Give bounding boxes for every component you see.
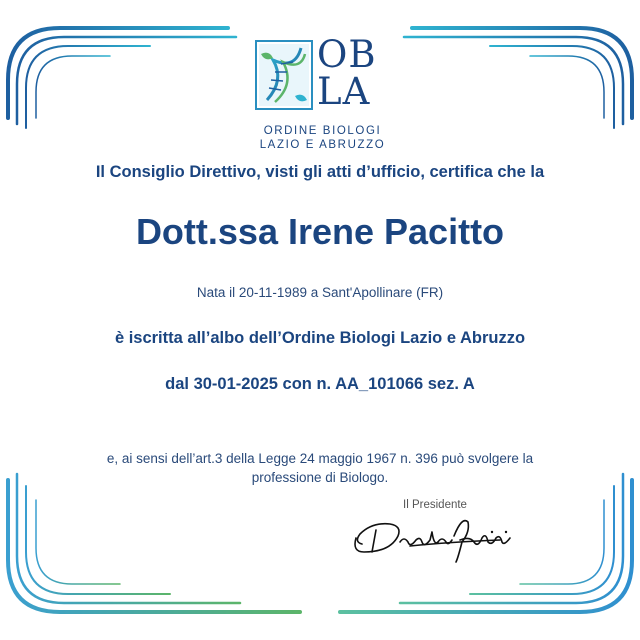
intro-text: Il Consiglio Direttivo, visti gli atti d’ufficio, certifica che la — [95, 163, 545, 181]
recipient-name: Dott.ssa Irene Pacitto — [135, 211, 505, 252]
frame-corner-top-right — [404, 6, 640, 128]
law-text-line1: e, ai sensi dell’art.3 della Legge 24 maggio 1967 n. 396 può svolgere la — [106, 451, 534, 466]
logo-subtitle-line1: ORDINE BIOLOGI — [263, 125, 382, 137]
law-text-line2: professione di Biologo. — [251, 470, 389, 485]
logo-letters-bottom: LA — [317, 70, 371, 113]
president-signature — [350, 512, 520, 564]
president-title: Il Presidente — [403, 499, 467, 511]
logo-letters — [317, 33, 377, 113]
registration-date-number: dal 30-01-2025 con n. AA_101066 sez. A — [165, 375, 475, 393]
birth-info: Nata il 20-11-1989 a Sant'Apollinare (FR) — [196, 285, 444, 300]
logo-subtitle — [255, 124, 390, 152]
logo-letters-top: OB — [317, 33, 377, 76]
obla-logo — [255, 33, 390, 158]
dna-leaf-icon — [255, 40, 313, 110]
law-text — [0, 449, 640, 487]
frame-corner-bottom-left — [0, 474, 300, 634]
frame-corner-top-left — [0, 6, 236, 128]
registration-text: è iscritta all’albo dell’Ordine Biologi Lazio e Abruzzo — [114, 329, 526, 347]
logo-subtitle-line2: LAZIO E ABRUZZO — [259, 139, 386, 151]
